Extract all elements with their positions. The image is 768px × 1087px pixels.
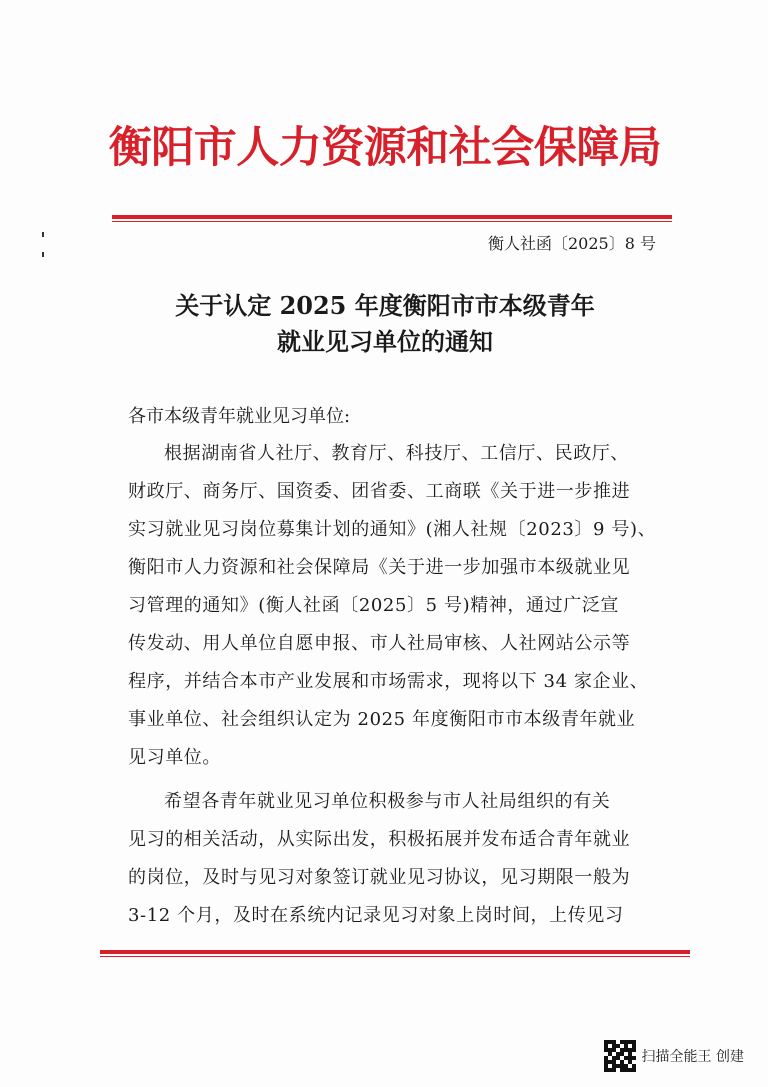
qr-code-icon — [604, 1040, 636, 1072]
paragraph-line: 见习的相关活动，从实际出发，积极拓展并发布适合青年就业 — [128, 829, 631, 850]
footer-red-rule — [100, 950, 690, 954]
paragraph-line: 根据湖南省人社厅、教育厅、科技厅、工信厅、民政厅、 — [164, 443, 629, 464]
paragraph-line: 程序，并结合本市产业发展和市场需求，现将以下 34 家企业、 — [128, 671, 649, 692]
paragraph-line: 希望各青年就业见习单位积极参与市人社局组织的有关 — [164, 791, 611, 812]
scanner-watermark — [604, 1039, 744, 1073]
letterhead-title: 衡阳市人力资源和社会保障局 — [108, 123, 662, 173]
notice-title-line: 就业见习单位的通知 — [277, 327, 493, 356]
paragraph-line: 见习单位。 — [128, 747, 221, 768]
watermark-text: 扫描全能王 创建 — [641, 1049, 744, 1065]
paragraph-line: 传发动、用人单位自愿申报、市人社局审核、人社网站公示等 — [128, 633, 631, 654]
paragraph-line: 实习就业见习岗位募集计划的通知》(湘人社规〔2023〕9 号)、 — [128, 519, 657, 540]
notice-title-line: 关于认定 2025 年度衡阳市市本级青年 — [175, 291, 595, 320]
notice-title — [100, 288, 670, 360]
body-paragraph-2 — [128, 783, 678, 935]
document-number: 衡人社函〔2025〕8 号 — [488, 234, 656, 253]
paragraph-line: 衡阳市人力资源和社会保障局《关于进一步加强市本级就业见 — [128, 557, 631, 578]
paragraph-line: 3-12 个月，及时在系统内记录见习对象上岗时间，上传见习 — [128, 905, 624, 926]
letterhead-red-rule — [112, 215, 672, 219]
binding-mark — [42, 232, 44, 237]
body-paragraph-1 — [128, 435, 678, 777]
salutation: 各市本级青年就业见习单位: — [128, 406, 351, 427]
paragraph-line: 习管理的通知》(衡人社函〔2025〕5 号)精神，通过广泛宣 — [128, 595, 620, 616]
paragraph-line: 事业单位、社会组织认定为 2025 年度衡阳市市本级青年就业 — [128, 709, 636, 730]
binding-mark — [42, 252, 44, 257]
paragraph-line: 的岗位，及时与见习对象签订就业见习协议，见习期限一般为 — [128, 867, 631, 888]
paragraph-line: 财政厅、商务厅、国资委、团省委、工商联《关于进一步推进 — [128, 481, 631, 502]
